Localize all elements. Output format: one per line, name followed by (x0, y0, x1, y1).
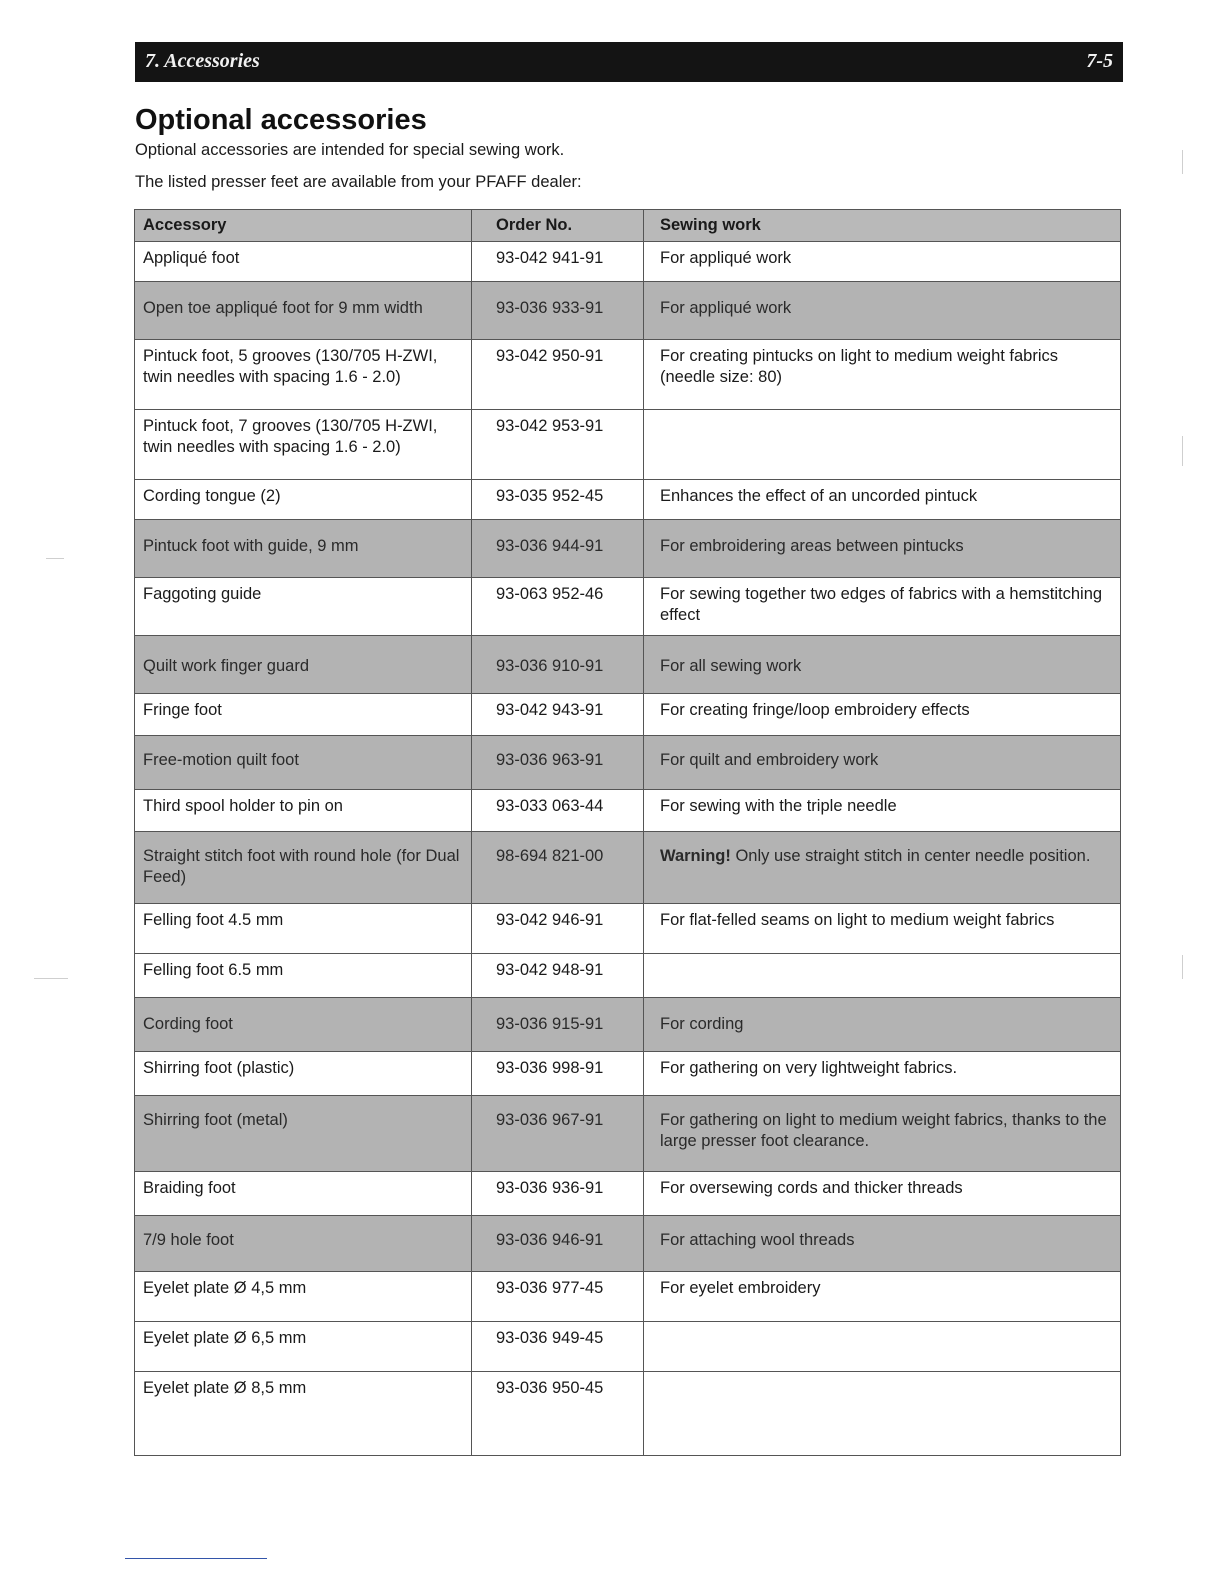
accessory-cell: Third spool holder to pin on (135, 790, 472, 832)
order-cell: 93-036 915-91 (472, 998, 644, 1052)
accessory-cell: Pintuck foot, 5 grooves (130/705 H-ZWI, twin needles with spacing 1.6 - 2.0) (135, 340, 472, 410)
table-row (135, 1272, 1121, 1322)
accessory-cell: Pintuck foot with guide, 9 mm (135, 520, 472, 578)
work-cell: Enhances the effect of an uncorded pintuck (644, 480, 1121, 520)
accessory-cell: Felling foot 6.5 mm (135, 954, 472, 998)
order-cell: 93-036 967-91 (472, 1096, 644, 1172)
work-cell: For attaching wool threads (644, 1216, 1121, 1272)
header-accessory: Accessory (135, 210, 472, 242)
order-cell: 93-036 998-91 (472, 1052, 644, 1096)
table-row (135, 410, 1121, 480)
table-row (135, 998, 1121, 1052)
work-cell (644, 1322, 1121, 1372)
accessory-cell: Felling foot 4.5 mm (135, 904, 472, 954)
accessory-cell: Open toe appliqué foot for 9 mm width (135, 282, 472, 340)
order-cell: 93-063 952-46 (472, 578, 644, 636)
accessory-cell: Fringe foot (135, 694, 472, 736)
table-row (135, 578, 1121, 636)
table-row (135, 1172, 1121, 1216)
margin-mark (1182, 150, 1183, 174)
order-cell: 93-042 943-91 (472, 694, 644, 736)
accessory-cell: Eyelet plate Ø 6,5 mm (135, 1322, 472, 1372)
work-cell: For sewing together two edges of fabrics with a hemstitching effect (644, 578, 1121, 636)
accessory-cell: Shirring foot (metal) (135, 1096, 472, 1172)
margin-mark (46, 558, 64, 559)
accessory-cell: Free-motion quilt foot (135, 736, 472, 790)
order-cell: 93-035 952-45 (472, 480, 644, 520)
accessory-cell: Faggoting guide (135, 578, 472, 636)
work-cell: For all sewing work (644, 636, 1121, 694)
work-cell: For gathering on very lightweight fabrics. (644, 1052, 1121, 1096)
table-row (135, 1216, 1121, 1272)
work-cell: For oversewing cords and thicker threads (644, 1172, 1121, 1216)
accessories-table (134, 209, 1121, 1456)
page-title: Optional accessories (135, 104, 427, 136)
margin-mark (1182, 436, 1183, 466)
table-row (135, 480, 1121, 520)
page-number: 7-5 (1086, 50, 1113, 72)
order-cell: 93-042 941-91 (472, 242, 644, 282)
work-cell: For gathering on light to medium weight fabrics, thanks to the large presser foot clearance. (644, 1096, 1121, 1172)
work-cell (644, 410, 1121, 480)
order-cell: 93-036 949-45 (472, 1322, 644, 1372)
table-row (135, 736, 1121, 790)
work-cell: For appliqué work (644, 242, 1121, 282)
order-cell: 93-036 946-91 (472, 1216, 644, 1272)
table-row (135, 1096, 1121, 1172)
order-cell: 93-036 963-91 (472, 736, 644, 790)
order-cell: 93-036 950-45 (472, 1372, 644, 1456)
intro-text-1: Optional accessories are intended for special sewing work. (135, 141, 565, 159)
intro-text-2: The listed presser feet are available from your PFAFF dealer: (135, 173, 582, 191)
margin-mark (34, 978, 68, 979)
work-cell: For embroidering areas between pintucks (644, 520, 1121, 578)
table-row (135, 1052, 1121, 1096)
table-row (135, 694, 1121, 736)
footnote-rule (125, 1558, 267, 1559)
work-cell: For flat-felled seams on light to medium weight fabrics (644, 904, 1121, 954)
order-cell: 93-042 946-91 (472, 904, 644, 954)
work-cell (644, 954, 1121, 998)
table-row (135, 832, 1121, 904)
table-row (135, 282, 1121, 340)
table-row (135, 1322, 1121, 1372)
table-row (135, 904, 1121, 954)
work-cell: For creating pintucks on light to medium weight fabrics (needle size: 80) (644, 340, 1121, 410)
order-cell: 93-042 948-91 (472, 954, 644, 998)
accessory-cell: Quilt work finger guard (135, 636, 472, 694)
work-cell: For eyelet embroidery (644, 1272, 1121, 1322)
header-sewing-work: Sewing work (644, 210, 1121, 242)
accessory-cell: Appliqué foot (135, 242, 472, 282)
margin-mark (1182, 955, 1183, 979)
work-cell: For cording (644, 998, 1121, 1052)
work-cell (644, 832, 1121, 904)
work-cell: For creating fringe/loop embroidery effects (644, 694, 1121, 736)
accessory-cell: Eyelet plate Ø 8,5 mm (135, 1372, 472, 1456)
table-row (135, 520, 1121, 578)
accessory-cell: Braiding foot (135, 1172, 472, 1216)
accessory-cell: Cording foot (135, 998, 472, 1052)
table-row (135, 636, 1121, 694)
order-cell: 93-036 944-91 (472, 520, 644, 578)
warning-label: Warning! (660, 847, 731, 865)
order-cell: 93-036 977-45 (472, 1272, 644, 1322)
order-cell: 93-042 950-91 (472, 340, 644, 410)
chapter-header-bar (135, 42, 1123, 82)
accessory-cell: Straight stitch foot with round hole (for Dual Feed) (135, 832, 472, 904)
table-row (135, 242, 1121, 282)
order-cell: 93-042 953-91 (472, 410, 644, 480)
accessory-cell: Eyelet plate Ø 4,5 mm (135, 1272, 472, 1322)
table-header-row (135, 210, 1121, 242)
table-row (135, 340, 1121, 410)
order-cell: 93-033 063-44 (472, 790, 644, 832)
table-row (135, 954, 1121, 998)
order-cell: 93-036 933-91 (472, 282, 644, 340)
header-order-no: Order No. (472, 210, 644, 242)
table-row (135, 1372, 1121, 1456)
accessory-cell: Cording tongue (2) (135, 480, 472, 520)
work-cell (644, 1372, 1121, 1456)
order-cell: 93-036 936-91 (472, 1172, 644, 1216)
accessory-cell: 7/9 hole foot (135, 1216, 472, 1272)
warning-text: Only use straight stitch in center needle position. (730, 847, 1091, 865)
chapter-title: 7. Accessories (145, 50, 260, 72)
table-row (135, 790, 1121, 832)
accessory-cell: Shirring foot (plastic) (135, 1052, 472, 1096)
work-cell: For quilt and embroidery work (644, 736, 1121, 790)
work-cell: For sewing with the triple needle (644, 790, 1121, 832)
order-cell: 98-694 821-00 (472, 832, 644, 904)
accessory-cell: Pintuck foot, 7 grooves (130/705 H-ZWI, twin needles with spacing 1.6 - 2.0) (135, 410, 472, 480)
order-cell: 93-036 910-91 (472, 636, 644, 694)
work-cell: For appliqué work (644, 282, 1121, 340)
